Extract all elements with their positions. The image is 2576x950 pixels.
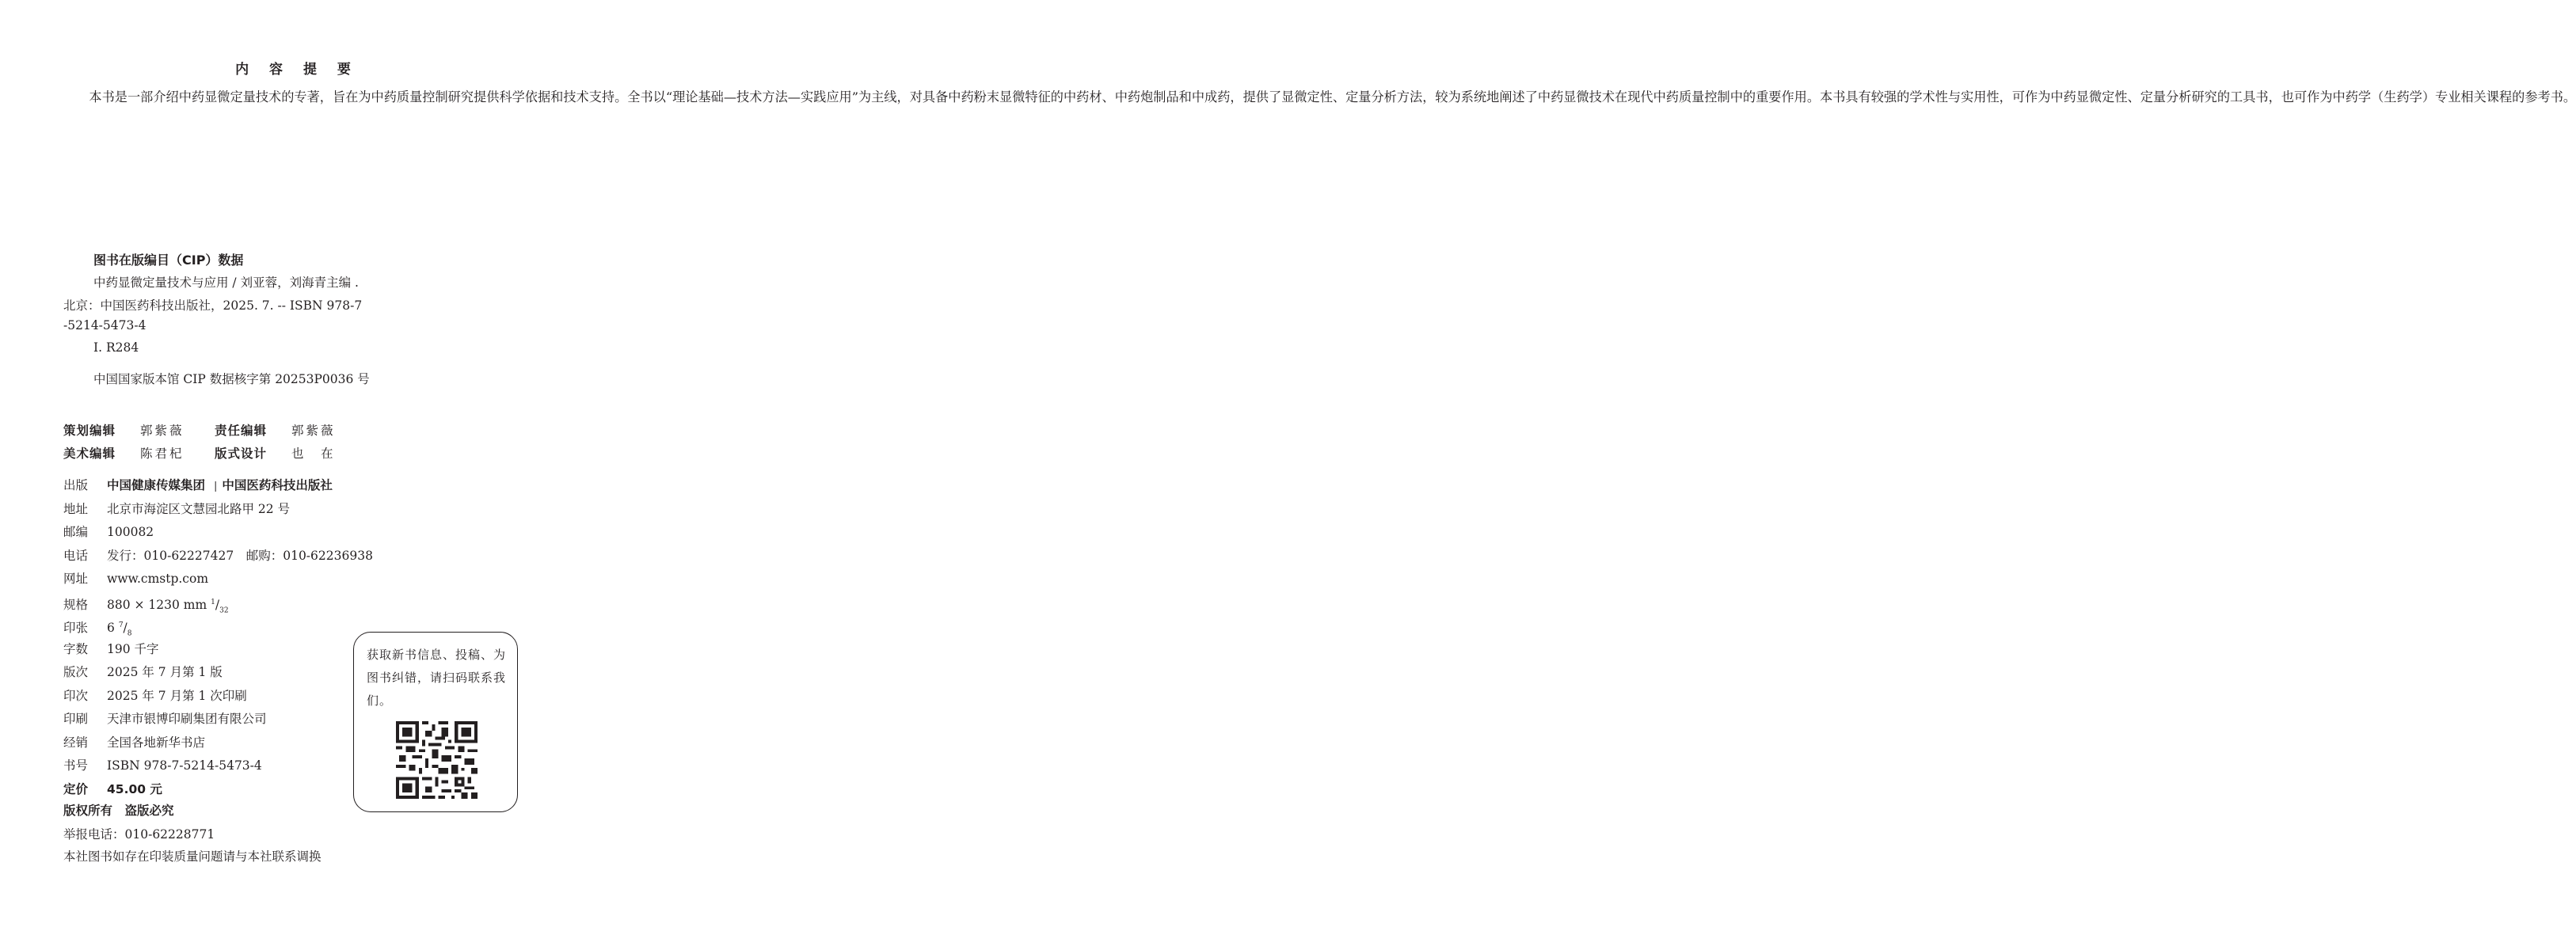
info-words: [63, 641, 373, 665]
format-fraction-denominator: 32: [219, 606, 229, 614]
info-label: 邮编: [63, 525, 89, 539]
info-label: 印刷: [63, 712, 89, 726]
info-label: 书号: [63, 758, 89, 773]
info-value: ISBN 978-7-5214-5473-4: [107, 758, 262, 773]
info-label: 出版: [63, 478, 89, 492]
info-value: 全国各地新华书店: [107, 735, 206, 750]
info-label: 规格: [63, 597, 89, 612]
info-value: 北京市海淀区文慧园北路甲 22 号: [107, 501, 291, 516]
info-label: 电话: [63, 548, 89, 563]
summary-body: 本书是一部介绍中药显微定量技术的专著，旨在为中药质量控制研究提供科学依据和技术支持。全书以“理论基础—技术方法—实践应用”为主线，对具备中药粉末显微特征的中药材、中药炮制品和中成药，提供了显微定性、定量分析方法，较为系统地阐述了中药显微技术在现代中药质量控制中的重要作用。本书具有较强的学术性与实用性，可作为中药显微定性、定量分析研究的工具书，也可作为中药学（生药学）专业相关课程的参考书。: [89, 89, 2576, 104]
info-edition: [63, 664, 373, 688]
cip-line-publisher: 北京：中国医药科技出版社，2025. 7. -- ISBN 978-7: [63, 298, 363, 313]
info-value: 6: [107, 621, 115, 636]
info-format: 规格 880 × 1230 mm $^1/_{32}$: [63, 597, 229, 614]
cip-line-isbn: -5214-5473-4: [63, 318, 146, 332]
price-value: 45.00 元: [107, 781, 162, 796]
publisher-separator: |: [213, 481, 218, 492]
layout-design-label: 版式设计: [215, 446, 268, 461]
planning-editor-value: 郭紫薇: [140, 424, 185, 438]
cip-line-title: 中药显微定量技术与应用 / 刘亚蓉，刘海青主编 .: [93, 276, 359, 290]
info-sheets: 印张 6 $^7/_8$: [63, 621, 132, 638]
info-postcode: [63, 524, 373, 548]
info-label: 印次: [63, 688, 89, 703]
website-link[interactable]: www.cmstp.com: [107, 572, 209, 586]
info-website: [63, 571, 373, 595]
info-phone: [63, 548, 373, 572]
info-distributor: [63, 735, 373, 758]
info-printing: [63, 688, 373, 712]
info-label: 印张: [63, 621, 89, 636]
info-value: 天津市银博印刷集团有限公司: [107, 712, 267, 726]
info-label: 字数: [63, 641, 89, 656]
art-editor-value: 陈君杞: [140, 446, 185, 461]
info-value: 2025 年 7 月第 1 次印刷: [107, 688, 247, 703]
qr-caption: 获取新书信息、投稿、为图书纠错，请扫码联系我们。: [367, 648, 507, 708]
format-fraction-numerator: 1: [211, 598, 215, 606]
info-address: [63, 501, 373, 525]
summary-title: 内 容 提 要: [235, 62, 359, 78]
info-printer: [63, 711, 373, 735]
info-value: 2025 年 7 月第 1 版: [107, 665, 223, 679]
sheets-fraction-denominator: 8: [127, 629, 132, 638]
copyright-notice: 版权所有 盗版必究: [63, 804, 174, 818]
sheets-fraction-numerator: 7: [118, 621, 124, 629]
cip-line-classification: Ⅰ. R284: [93, 340, 139, 355]
info-label: 定价: [63, 781, 89, 796]
info-value: 880 × 1230 mm: [107, 597, 207, 612]
info-value: 100082: [107, 525, 154, 539]
info-value: 发行：010-62227427 邮购：010-62236938: [107, 548, 373, 563]
publisher-group: 中国健康传媒集团: [107, 478, 206, 492]
publisher-name: 中国医药科技出版社: [222, 478, 333, 492]
info-isbn: [63, 758, 373, 781]
info-label: 版次: [63, 665, 89, 679]
layout-design-value: 也 在: [291, 446, 336, 461]
responsible-editor-label: 责任编辑: [215, 424, 268, 438]
cip-title: 图书在版编目（CIP）数据: [93, 253, 244, 268]
report-phone: 举报电话：010-62228771: [63, 827, 215, 842]
info-label: 地址: [63, 501, 89, 516]
info-publisher: [63, 477, 373, 501]
publication-info-list: [63, 477, 373, 804]
cip-line-approval: 中国国家版本馆 CIP 数据核字第 20253P0036 号: [93, 372, 370, 386]
responsible-editor-value: 郭紫薇: [291, 424, 336, 438]
qr-code-icon[interactable]: [396, 721, 478, 799]
qr-contact-box: [353, 632, 518, 812]
planning-editor-label: 策划编辑: [63, 424, 116, 438]
info-label: 网址: [63, 572, 89, 586]
art-editor-label: 美术编辑: [63, 446, 116, 461]
quality-note: 本社图书如存在印装质量问题请与本社联系调换: [63, 849, 322, 864]
info-value: 190 千字: [107, 641, 159, 656]
info-label: 经销: [63, 735, 89, 750]
